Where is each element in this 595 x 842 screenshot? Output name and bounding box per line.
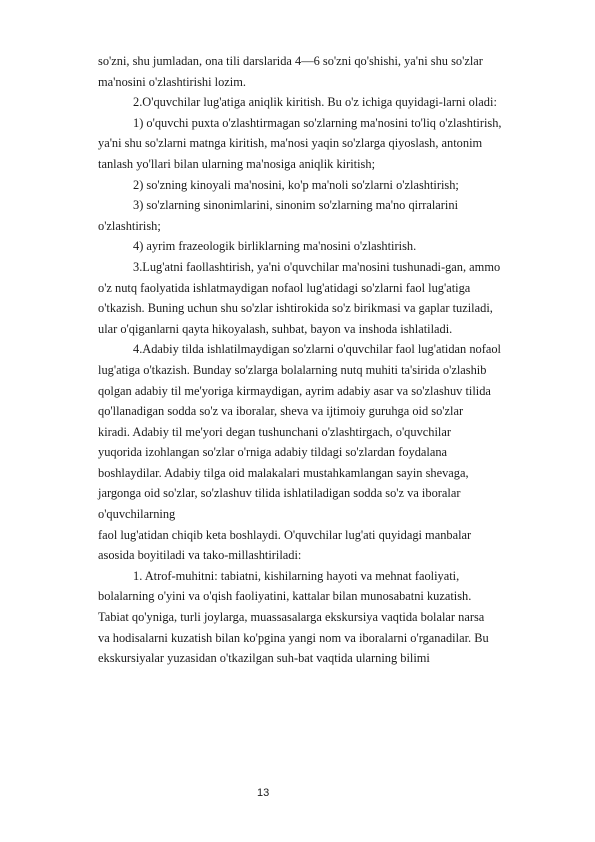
- text-line: 4) ayrim frazeologik birliklarning ma'nosini o'zlashtirish.: [133, 239, 417, 254]
- text-line: o'zlashtirish;: [98, 218, 161, 233]
- text-line: 2.O'quvchilar lug'atiga aniqlik kiritish. Bu o'z ichiga quyidagi-larni oladi:: [133, 95, 497, 110]
- text-line: ular o'qiganlarni qayta hikoyalash, suhbat, bayon va inshoda ishlatiladi.: [98, 321, 453, 336]
- text-line: 4.Adabiy tilda ishlatilmaydigan so'zlarni o'quvchilar faol lug'atidan nofaol: [133, 342, 501, 357]
- text-line: lug'atiga o'tkazish. Bunday so'zlarga bolalarning nutq muhiti ta'sirida o'zlashib: [98, 362, 487, 377]
- text-line: bolalarning o'yini va o'qish faoliyatini, kattalar bilan munosabatni kuzatish.: [98, 589, 472, 604]
- text-line: ekskursiyalar yuzasidan o'tkazilgan suh-bat vaqtida ularning bilimi: [98, 651, 430, 666]
- text-line: va hodisalarni kuzatish bilan ko'pgina yangi nom va iboralarni o'rganadilar. Bu: [98, 630, 489, 645]
- text-line: qolgan adabiy til me'yoriga kirmaydigan, ayrim adabiy asar va so'zlashuv tilida: [98, 383, 491, 398]
- text-line: boshlaydilar. Adabiy tilga oid malakalari mustahkamlangan sayin shevaga,: [98, 465, 469, 480]
- text-line: ya'ni shu so'zlarni matnga kiritish, ma'nosi yaqin so'zlarga qiyoslash, antonim: [98, 136, 483, 151]
- text-line: o'quvchilarning: [98, 507, 176, 522]
- text-line: 3) so'zlarning sinonimlarini, sinonim so'zlarning ma'no qirralarini: [133, 198, 459, 213]
- text-line: so'zni, shu jumladan, ona tili darslarida 4—6 so'zni qo'shishi, ya'ni shu so'zlar: [98, 54, 483, 68]
- text-line: kiradi. Adabiy til me'yori degan tushunchani o'zlashtirgach, o'quvchilar: [98, 424, 451, 439]
- text-line: tanlash yo'llari bilan ularning ma'nosiga aniqlik kiritish;: [98, 156, 376, 171]
- text-line: jargonga oid so'zlar, so'zlashuv tilida ishlatiladigan sodda so'z va iboralar: [98, 486, 461, 501]
- text-line: ma'nosini o'zlashtirishi lozim.: [98, 74, 246, 89]
- text-line: faol lug'atidan chiqib keta boshlaydi. O'quvchilar lug'ati quyidagi manbalar: [98, 527, 472, 542]
- text-line: 2) so'zning kinoyali ma'nosini, ko'p ma'noli so'zlarni o'zlashtirish;: [133, 177, 459, 192]
- text-line: 3.Lug'atni faollashtirish, ya'ni o'quvchilar ma'nosini tushunadi-gan, ammo: [133, 259, 501, 274]
- page-number: 13: [257, 787, 270, 799]
- body-text: [98, 51, 553, 669]
- text-line: asosida boyitiladi va tako-millashtiriladi:: [98, 548, 302, 563]
- text-line: yuqorida izohlangan so'zlar o'rniga adabiy tildagi so'zlardan foydalana: [98, 445, 448, 460]
- text-line: 1) o'quvchi puxta o'zlashtirmagan so'zlarning ma'nosini to'liq o'zlashtirish,: [133, 115, 502, 130]
- text-line: Tabiat qo'yniga, turli joylarga, muassasalarga ekskursiya vaqtida bolalar narsa: [98, 610, 485, 625]
- text-line: o'tkazish. Buning uchun shu so'zlar ishtirokida so'z birikmasi va gaplar tuziladi,: [98, 301, 493, 316]
- text-line: 1. Atrof-muhitni: tabiatni, kishilarning hayoti va mehnat faoliyati,: [133, 568, 460, 583]
- text-line: qo'llanadigan sodda so'z va iboralar, sheva va ijtimoiy guruhga oid so'zlar: [98, 404, 464, 419]
- text-line: o'z nutq faolyatida ishlatmaydigan nofaol lug'atidagi so'zlarni faol lug'atiga: [98, 280, 471, 295]
